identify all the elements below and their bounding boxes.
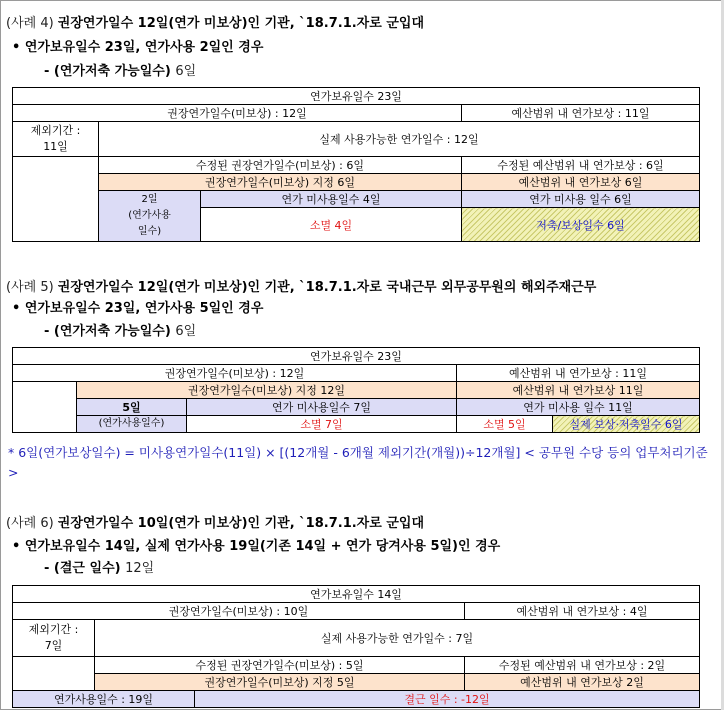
case5-expire-cell: 소멸 7일 bbox=[187, 416, 457, 433]
case5-blank-cell bbox=[13, 382, 77, 399]
case5-designated-cell: 권장연가일수(미보상) 지정 12일 bbox=[77, 382, 457, 399]
case6-exclude-cell bbox=[13, 620, 95, 657]
case6-heading bbox=[6, 512, 424, 531]
case5-heading bbox=[6, 276, 596, 295]
case4-unused2-cell: 연가 미사용 일수 6일 bbox=[462, 191, 700, 208]
case5-budget-cell: 예산범위 내 연가보상 : 11일 bbox=[457, 365, 700, 382]
case4-used-cell bbox=[99, 191, 201, 242]
case5-total-cell: 연가보유일수 23일 bbox=[13, 348, 700, 365]
case4-expire-cell: 소멸 4일 bbox=[201, 208, 462, 242]
case4-save-cell: 저축/보상일수 6일 bbox=[462, 208, 700, 242]
case6-adj-budget-cell: 수정된 예산범위 내 연가보상 : 2일 bbox=[465, 657, 700, 674]
case6-sub-value: 12일 bbox=[125, 561, 155, 576]
case6-adj-recommend-cell: 수정된 권장연가일수(미보상) : 5일 bbox=[95, 657, 465, 674]
case6-sub bbox=[44, 557, 154, 576]
case6-heading-text: 권장연가일수 10일(연가 미보상)인 기관, `18.7.1.자로 군입대 bbox=[57, 516, 424, 531]
case4-used-label-2: 일수) bbox=[137, 226, 162, 237]
case6-sub-label: - (결근 일수) bbox=[44, 561, 126, 576]
case4-heading-text: 권장연가일수 12일(연가 미보상)인 기관, `18.7.1.자로 군입대 bbox=[57, 16, 424, 31]
case5-note: * 6일(연가보상일수) = 미사용연가일수(11일) × [(12개월 - 6개월 제외기간(개월))÷12개월] < 공무원 수당 등의 업무처리기준 > bbox=[8, 445, 708, 480]
case6-absent-cell: 결근 일수 : -12일 bbox=[195, 691, 700, 708]
case6-budget-comp-cell: 예산범위 내 연가보상 2일 bbox=[465, 674, 700, 691]
case4-blank-cell-2 bbox=[13, 174, 99, 191]
case5-sub bbox=[44, 320, 196, 339]
case5-heading-text: 권장연가일수 12일(연가 미보상)인 기관, `18.7.1.자로 국내근무 외무공무원의 해외주재근무 bbox=[57, 280, 597, 295]
case4-heading-label: (사례 4) bbox=[6, 16, 58, 31]
case5-unused2-cell: 연가 미사용 일수 11일 bbox=[457, 399, 700, 416]
case6-bullet: • 연가보유일수 14일, 실제 연가사용 19일(기존 14일 + 연가 당겨사용 5일)인 경우 bbox=[12, 539, 501, 554]
case5-blank-cell-2 bbox=[13, 399, 77, 433]
case4-designated-cell: 권장연가일수(미보상) 지정 6일 bbox=[99, 174, 462, 191]
case4-exclude-cell bbox=[13, 122, 99, 157]
case4-used-value: 2일 bbox=[141, 194, 158, 205]
case4-exclude-value: 11일 bbox=[43, 140, 68, 153]
case5-sub-label: - (연가저축 가능일수) bbox=[44, 324, 176, 339]
case4-budget-cell: 예산범위 내 연가보상 : 11일 bbox=[462, 105, 700, 122]
case4-table bbox=[12, 87, 700, 242]
case4-sub bbox=[44, 60, 196, 79]
case5-unused-cell: 연가 미사용일수 7일 bbox=[187, 399, 457, 416]
case6-exclude-value: 7일 bbox=[44, 639, 63, 652]
case4-heading bbox=[6, 12, 424, 31]
case4-recommend-cell: 권장연가일수(미보상) : 12일 bbox=[13, 105, 462, 122]
case5-save-cell: 실제 보상·저축일수 6일 bbox=[553, 416, 700, 433]
case5-recommend-cell: 권장연가일수(미보상) : 12일 bbox=[13, 365, 457, 382]
case5-expire2-cell: 소멸 5일 bbox=[457, 416, 553, 433]
case4-bullet: • 연가보유일수 23일, 연가사용 2일인 경우 bbox=[12, 40, 264, 55]
case4-sub-value: 6일 bbox=[175, 64, 197, 79]
case6-total-cell: 연가보유일수 14일 bbox=[13, 586, 700, 603]
case4-total-cell: 연가보유일수 23일 bbox=[13, 88, 700, 105]
case6-recommend-cell: 권장연가일수(미보상) : 10일 bbox=[13, 603, 465, 620]
case4-actual-cell: 실제 사용가능한 연가일수 : 12일 bbox=[99, 122, 700, 157]
case5-bullet: • 연가보유일수 23일, 연가사용 5일인 경우 bbox=[12, 301, 264, 316]
case6-heading-label: (사례 6) bbox=[6, 516, 58, 531]
case4-exclude-label: 제외기간 : bbox=[30, 124, 81, 137]
case6-actual-cell: 실제 사용가능한 연가일수 : 7일 bbox=[95, 620, 700, 657]
case6-used-cell: 연가사용일수 : 19일 bbox=[13, 691, 195, 708]
case4-unused-cell: 연가 미사용일수 4일 bbox=[201, 191, 462, 208]
case5-used-value: 5일 bbox=[77, 399, 187, 416]
case6-exclude-label: 제외기간 : bbox=[28, 623, 79, 636]
case4-blank-cell-3 bbox=[13, 191, 99, 242]
case6-blank-cell-2 bbox=[13, 674, 95, 691]
case4-blank-cell bbox=[13, 157, 99, 174]
case5-sub-value: 6일 bbox=[175, 324, 197, 339]
case6-budget-cell: 예산범위 내 연가보상 : 4일 bbox=[465, 603, 700, 620]
case4-budget-comp-cell: 예산범위 내 연가보상 6일 bbox=[462, 174, 700, 191]
case5-table bbox=[12, 347, 700, 433]
case4-used-label-1: (연가사용 bbox=[128, 210, 171, 221]
case4-sub-label: - (연가저축 가능일수) bbox=[44, 64, 176, 79]
case4-adj-recommend-cell: 수정된 권장연가일수(미보상) : 6일 bbox=[99, 157, 462, 174]
case6-table bbox=[12, 585, 700, 708]
case6-designated-cell: 권장연가일수(미보상) 지정 5일 bbox=[95, 674, 465, 691]
case5-budget-comp-cell: 예산범위 내 연가보상 11일 bbox=[457, 382, 700, 399]
case6-blank-cell bbox=[13, 657, 95, 674]
case5-heading-label: (사례 5) bbox=[6, 280, 58, 295]
case4-adj-budget-cell: 수정된 예산범위 내 연가보상 : 6일 bbox=[462, 157, 700, 174]
case5-used-label: (연가사용일수) bbox=[77, 416, 187, 433]
